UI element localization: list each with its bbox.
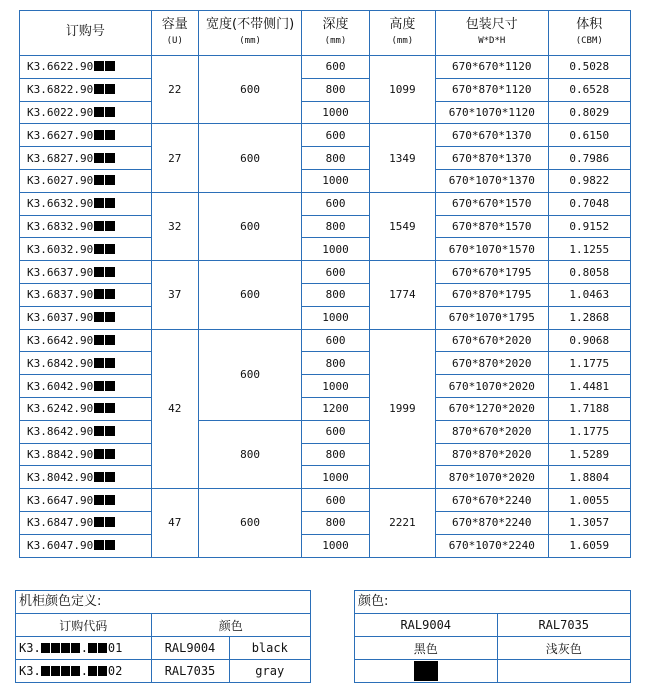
- header-depth: 深度 (mm): [302, 11, 369, 56]
- table-row: [20, 169, 631, 192]
- order-number-cell: K3.6832.90: [20, 215, 152, 238]
- header-order-code: 订购代码: [16, 614, 151, 637]
- package-size-cell: 670*1070*1120: [436, 101, 549, 124]
- volume-cell: 1.8804: [548, 466, 630, 489]
- table-row: [20, 534, 631, 557]
- masked-suffix-block: [94, 84, 104, 94]
- color-code-row: [355, 614, 630, 637]
- table-row: [20, 329, 631, 352]
- package-size-cell: 670*870*1795: [436, 283, 549, 306]
- color-name-row: [355, 637, 630, 660]
- order-number-cell: K3.6632.90: [20, 192, 152, 215]
- height-cell: 1549: [369, 192, 435, 260]
- width-cell: 600: [198, 489, 302, 557]
- masked-suffix-block: [105, 175, 115, 185]
- order-number-cell: K3.6032.90: [20, 238, 152, 261]
- depth-cell: 800: [302, 147, 369, 170]
- table-row: [20, 124, 631, 147]
- header-volume: 体积 (CBM): [548, 11, 630, 56]
- color-swatch-row: [355, 660, 630, 683]
- order-number-cell: K3.6047.90: [20, 534, 152, 557]
- table-row: [20, 306, 631, 329]
- header-capacity: 容量 (U): [151, 11, 198, 56]
- table-row: [20, 56, 631, 79]
- order-code-cell: K3. . 02: [16, 660, 151, 683]
- spec-header-row: [20, 11, 631, 56]
- masked-suffix-block: [105, 289, 115, 299]
- package-size-cell: 670*870*2240: [436, 511, 549, 534]
- order-code-cell: K3. . 01: [16, 637, 151, 660]
- color-name-cell: black: [229, 637, 310, 660]
- width-cell: 600: [198, 329, 302, 420]
- order-number-cell: K3.6827.90: [20, 147, 152, 170]
- masked-suffix-block: [105, 84, 115, 94]
- masked-suffix-block: [105, 517, 115, 527]
- masked-suffix-block: [105, 312, 115, 322]
- color-definition-row: [16, 660, 310, 683]
- table-row: [20, 101, 631, 124]
- order-number-cell: K3.6027.90: [20, 169, 152, 192]
- table-row: [20, 238, 631, 261]
- capacity-cell: 32: [151, 192, 198, 260]
- package-size-cell: 670*1070*1370: [436, 169, 549, 192]
- volume-cell: 1.1255: [548, 238, 630, 261]
- volume-cell: 1.2868: [548, 306, 630, 329]
- height-cell: 2221: [369, 489, 435, 557]
- table-row: [20, 192, 631, 215]
- package-size-cell: 670*1270*2020: [436, 397, 549, 420]
- ral-code-cell: RAL9004: [151, 637, 229, 660]
- colors-title: 颜色:: [355, 591, 630, 614]
- depth-cell: 600: [302, 329, 369, 352]
- header-width: 宽度(不带侧门) (mm): [198, 11, 302, 56]
- masked-suffix-block: [94, 358, 104, 368]
- table-row: [20, 466, 631, 489]
- package-size-cell: 870*670*2020: [436, 420, 549, 443]
- depth-cell: 1000: [302, 375, 369, 398]
- volume-cell: 1.1775: [548, 352, 630, 375]
- volume-cell: 0.5028: [548, 56, 630, 79]
- masked-suffix-block: [105, 198, 115, 208]
- volume-cell: 0.6150: [548, 124, 630, 147]
- depth-cell: 1000: [302, 306, 369, 329]
- color-name-cell: gray: [229, 660, 310, 683]
- masked-suffix-block: [105, 267, 115, 277]
- masked-suffix-block: [105, 381, 115, 391]
- masked-suffix-block: [94, 403, 104, 413]
- depth-cell: 600: [302, 192, 369, 215]
- package-size-cell: 670*1070*2240: [436, 534, 549, 557]
- color-code-black: RAL9004: [355, 614, 497, 637]
- height-cell: 1999: [369, 329, 435, 489]
- masked-suffix-block: [105, 426, 115, 436]
- volume-cell: 0.9068: [548, 329, 630, 352]
- masked-suffix-block: [94, 335, 104, 345]
- package-size-cell: 670*670*1570: [436, 192, 549, 215]
- depth-cell: 1000: [302, 238, 369, 261]
- table-row: [20, 420, 631, 443]
- volume-cell: 1.1775: [548, 420, 630, 443]
- volume-cell: 0.7048: [548, 192, 630, 215]
- volume-cell: 1.7188: [548, 397, 630, 420]
- colors-panel: [354, 590, 631, 683]
- table-row: [20, 147, 631, 170]
- volume-cell: 0.9822: [548, 169, 630, 192]
- order-number-cell: K3.6642.90: [20, 329, 152, 352]
- height-cell: 1349: [369, 124, 435, 192]
- color-definition-title: 机柜颜色定义:: [16, 591, 310, 614]
- masked-suffix-block: [105, 495, 115, 505]
- package-size-cell: 670*670*1370: [436, 124, 549, 147]
- capacity-cell: 27: [151, 124, 198, 192]
- masked-suffix-block: [105, 335, 115, 345]
- table-row: [20, 489, 631, 512]
- masked-suffix-block: [105, 472, 115, 482]
- volume-cell: 0.8058: [548, 261, 630, 284]
- depth-cell: 1200: [302, 397, 369, 420]
- width-cell: 600: [198, 261, 302, 329]
- depth-cell: 600: [302, 489, 369, 512]
- order-number-cell: K3.6627.90: [20, 124, 152, 147]
- package-size-cell: 670*870*1370: [436, 147, 549, 170]
- depth-cell: 1000: [302, 534, 369, 557]
- masked-suffix-block: [94, 472, 104, 482]
- black-swatch: [414, 661, 438, 681]
- depth-cell: 800: [302, 283, 369, 306]
- depth-cell: 1000: [302, 169, 369, 192]
- ral-code-cell: RAL7035: [151, 660, 229, 683]
- masked-suffix-block: [94, 244, 104, 254]
- color-definition-row: [16, 637, 310, 660]
- table-row: [20, 375, 631, 398]
- volume-cell: 1.3057: [548, 511, 630, 534]
- order-number-cell: K3.8042.90: [20, 466, 152, 489]
- masked-suffix-block: [94, 267, 104, 277]
- table-row: [20, 352, 631, 375]
- table-row: [20, 443, 631, 466]
- masked-suffix-block: [94, 449, 104, 459]
- volume-cell: 1.4481: [548, 375, 630, 398]
- width-cell: 600: [198, 124, 302, 192]
- package-size-cell: 670*670*2240: [436, 489, 549, 512]
- color-name-black: 黑色: [355, 637, 497, 660]
- header-order-no: 订购号: [20, 11, 152, 56]
- order-number-cell: K3.6622.90: [20, 56, 152, 79]
- order-number-cell: K3.6847.90: [20, 511, 152, 534]
- order-number-cell: K3.6242.90: [20, 397, 152, 420]
- capacity-cell: 42: [151, 329, 198, 489]
- volume-cell: 0.7986: [548, 147, 630, 170]
- order-number-cell: K3.6042.90: [20, 375, 152, 398]
- depth-cell: 600: [302, 56, 369, 79]
- volume-cell: 0.9152: [548, 215, 630, 238]
- masked-suffix-block: [94, 312, 104, 322]
- masked-suffix-block: [94, 107, 104, 117]
- width-cell: 600: [198, 192, 302, 260]
- volume-cell: 1.6059: [548, 534, 630, 557]
- package-size-cell: 670*670*2020: [436, 329, 549, 352]
- color-definition-table: [16, 614, 310, 682]
- capacity-cell: 22: [151, 56, 198, 124]
- color-name-gray: 浅灰色: [497, 637, 630, 660]
- table-row: [20, 511, 631, 534]
- package-size-cell: 670*870*1120: [436, 78, 549, 101]
- table-row: [20, 283, 631, 306]
- swatch-cell-gray: [497, 660, 630, 683]
- header-height: 高度 (mm): [369, 11, 435, 56]
- order-number-cell: K3.8642.90: [20, 420, 152, 443]
- package-size-cell: 870*1070*2020: [436, 466, 549, 489]
- masked-suffix-block: [105, 358, 115, 368]
- masked-suffix-block: [94, 61, 104, 71]
- package-size-cell: 670*870*2020: [436, 352, 549, 375]
- masked-suffix-block: [94, 517, 104, 527]
- masked-suffix-block: [94, 381, 104, 391]
- package-size-cell: 670*870*1570: [436, 215, 549, 238]
- package-size-cell: 870*870*2020: [436, 443, 549, 466]
- depth-cell: 600: [302, 420, 369, 443]
- masked-suffix-block: [105, 244, 115, 254]
- header-color: 颜色: [151, 614, 310, 637]
- gray-swatch: [552, 661, 576, 681]
- depth-cell: 800: [302, 215, 369, 238]
- masked-suffix-block: [94, 540, 104, 550]
- masked-suffix-block: [94, 495, 104, 505]
- depth-cell: 800: [302, 78, 369, 101]
- package-size-cell: 670*670*1120: [436, 56, 549, 79]
- width-cell: 600: [198, 56, 302, 124]
- color-code-gray: RAL7035: [497, 614, 630, 637]
- order-number-cell: K3.6822.90: [20, 78, 152, 101]
- order-number-cell: K3.8842.90: [20, 443, 152, 466]
- masked-suffix-block: [94, 426, 104, 436]
- width-cell: 800: [198, 420, 302, 488]
- volume-cell: 1.5289: [548, 443, 630, 466]
- masked-suffix-block: [105, 449, 115, 459]
- color-definition-panel: [15, 590, 311, 683]
- table-row: [20, 397, 631, 420]
- package-size-cell: 670*1070*1795: [436, 306, 549, 329]
- depth-cell: 600: [302, 261, 369, 284]
- order-number-cell: K3.6647.90: [20, 489, 152, 512]
- masked-suffix-block: [94, 198, 104, 208]
- masked-suffix-block: [94, 289, 104, 299]
- masked-suffix-block: [94, 221, 104, 231]
- depth-cell: 600: [302, 124, 369, 147]
- table-row: [20, 261, 631, 284]
- masked-suffix-block: [105, 540, 115, 550]
- volume-cell: 1.0055: [548, 489, 630, 512]
- order-number-cell: K3.6637.90: [20, 261, 152, 284]
- header-package-size: 包装尺寸 W*D*H: [436, 11, 549, 56]
- height-cell: 1774: [369, 261, 435, 329]
- order-number-cell: K3.6837.90: [20, 283, 152, 306]
- masked-suffix-block: [105, 153, 115, 163]
- masked-suffix-block: [94, 175, 104, 185]
- depth-cell: 800: [302, 511, 369, 534]
- masked-suffix-block: [94, 153, 104, 163]
- depth-cell: 1000: [302, 466, 369, 489]
- package-size-cell: 670*670*1795: [436, 261, 549, 284]
- package-size-cell: 670*1070*1570: [436, 238, 549, 261]
- volume-cell: 0.8029: [548, 101, 630, 124]
- spec-table-body: [20, 56, 631, 558]
- order-number-cell: K3.6022.90: [20, 101, 152, 124]
- masked-suffix-block: [105, 107, 115, 117]
- order-number-cell: K3.6842.90: [20, 352, 152, 375]
- masked-suffix-block: [94, 130, 104, 140]
- capacity-cell: 47: [151, 489, 198, 557]
- volume-cell: 0.6528: [548, 78, 630, 101]
- capacity-cell: 37: [151, 261, 198, 329]
- depth-cell: 800: [302, 352, 369, 375]
- masked-suffix-block: [105, 61, 115, 71]
- masked-suffix-block: [105, 130, 115, 140]
- depth-cell: 800: [302, 443, 369, 466]
- table-row: [20, 215, 631, 238]
- volume-cell: 1.0463: [548, 283, 630, 306]
- color-definition-header-row: [16, 614, 310, 637]
- depth-cell: 1000: [302, 101, 369, 124]
- package-size-cell: 670*1070*2020: [436, 375, 549, 398]
- table-row: [20, 78, 631, 101]
- masked-suffix-block: [105, 221, 115, 231]
- order-number-cell: K3.6037.90: [20, 306, 152, 329]
- height-cell: 1099: [369, 56, 435, 124]
- rack-spec-table: [19, 10, 631, 558]
- swatch-cell-black: [355, 660, 497, 683]
- masked-suffix-block: [105, 403, 115, 413]
- colors-table: [355, 614, 630, 682]
